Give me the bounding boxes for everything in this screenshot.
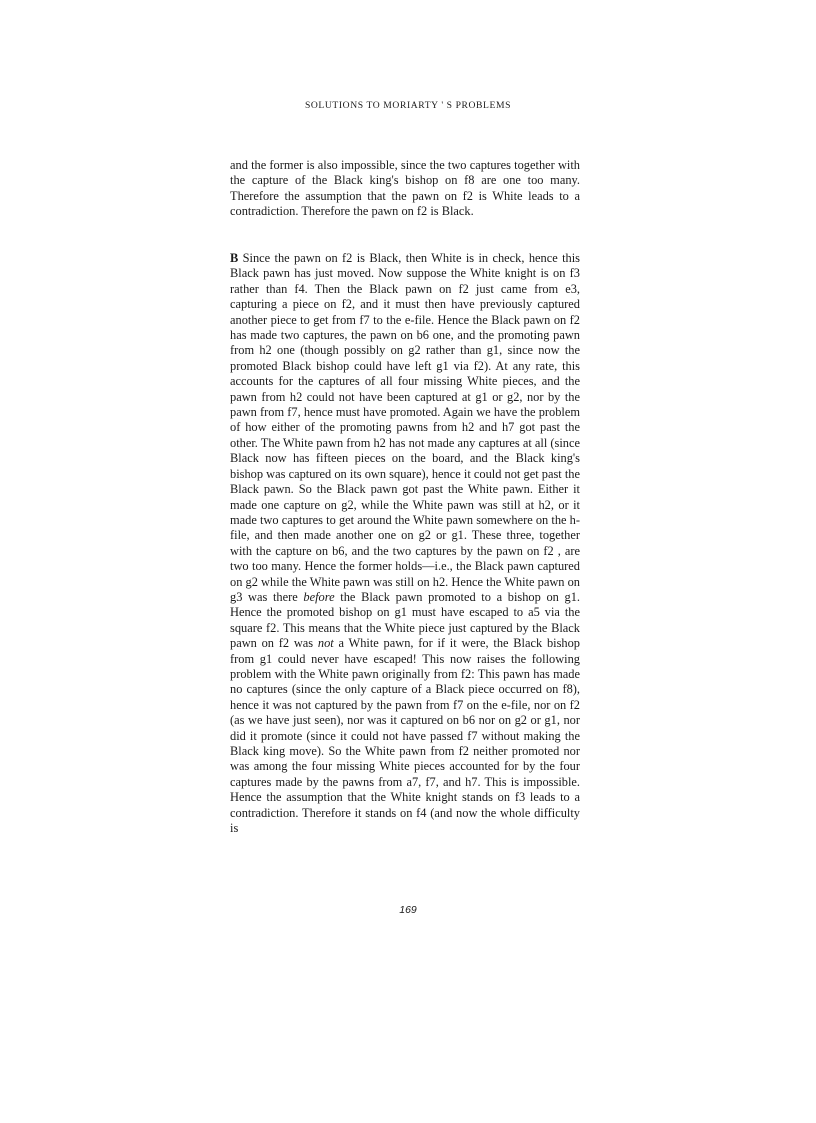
body-paragraph-2 bbox=[230, 251, 580, 836]
body-paragraph-1: and the former is also impossible, since the two captures together with the capture of the Black king's bishop on f8 are one too many. Therefore the assumption that the pawn on f2 is White leads to a contradiction. Therefore the pawn on f2 is Black. bbox=[230, 158, 580, 219]
emphasis-not: not bbox=[317, 636, 334, 651]
paragraph-2-text-part-2: the Black pawn promoted to a bishop on g1. Hence the promoted bishop on g1 must have escaped to a5 via the square f2. This means that the White piece just captured by the Black pawn on f2 was bbox=[230, 589, 581, 651]
running-head: SOLUTIONS TO MORIARTY ' S PROBLEMS bbox=[304, 100, 512, 111]
page-number: 169 bbox=[399, 904, 417, 916]
emphasis-before: before bbox=[303, 589, 335, 604]
paragraph-2-text-part-1: Since the pawn on f2 is Black, then White is in check, hence this Black pawn has just moved. Now suppose the White knight is on f3 rather than f4. Then the Black pawn on f2 just came from e3, capturing a piece on f2, and it must then have previously captured another piece to get from f7 to the e-file. Hence the Black pawn on f2 has made two captures, the pawn on b6 one, and the promoting pawn from h2 one (though possibly on g2 rather than g1, since now the promoted Black bishop could have left g1 via f2). At any rate, this accounts for the captures of all four missing White pieces, and the pawn from h2 could not have been captured at g1 or g2, nor by the pawn from f7, hence must have promoted. Again we have the problem of how either of the promoting pawns from h2 and h7 got past the other. The White pawn from h2 has not made any captures at all (since Black now has fifteen pieces on the board, and the Black king's bishop was captured on its own square), hence it could not get past the Black pawn. So the Black pawn got past the White pawn. Either it made one capture on g2, while the White pawn was still at h2, or it made two captures to get around the White pawn somewhere on the h-file, and then made another one on g2 or g1. These three, together with the capture on b6, and the two captures by the pawn on f2 , are two too many. Hence the former holds—i.e., the Black pawn captured on g2 while the White pawn was still on h2. Hence the White pawn on g3 was there bbox=[230, 251, 580, 604]
section-lead-letter: B bbox=[230, 251, 239, 265]
paragraph-2-text-part-3: a White pawn, for if it were, the Black bishop from g1 could never have escaped! This now raises the following problem with the White pawn originally from f2: This pawn has made no captures (since the only capture of a Black piece occurred on f8), hence it was not captured by the pawn from f7 on the e-file, nor on f2 (as we have just seen), nor was it captured on b6 nor on g2 or g1, nor did it promote (since it could not have passed f7 without making the Black king move). So the White pawn from f2 neither promoted nor was among the four missing White pieces accounted for by the four captures made by the pawns from a7, f7, and h7. This is impossible. Hence the assumption that the White knight stands on f3 leads to a contradiction. Therefore it stands on f4 (and now the whole difficulty is bbox=[230, 636, 580, 836]
